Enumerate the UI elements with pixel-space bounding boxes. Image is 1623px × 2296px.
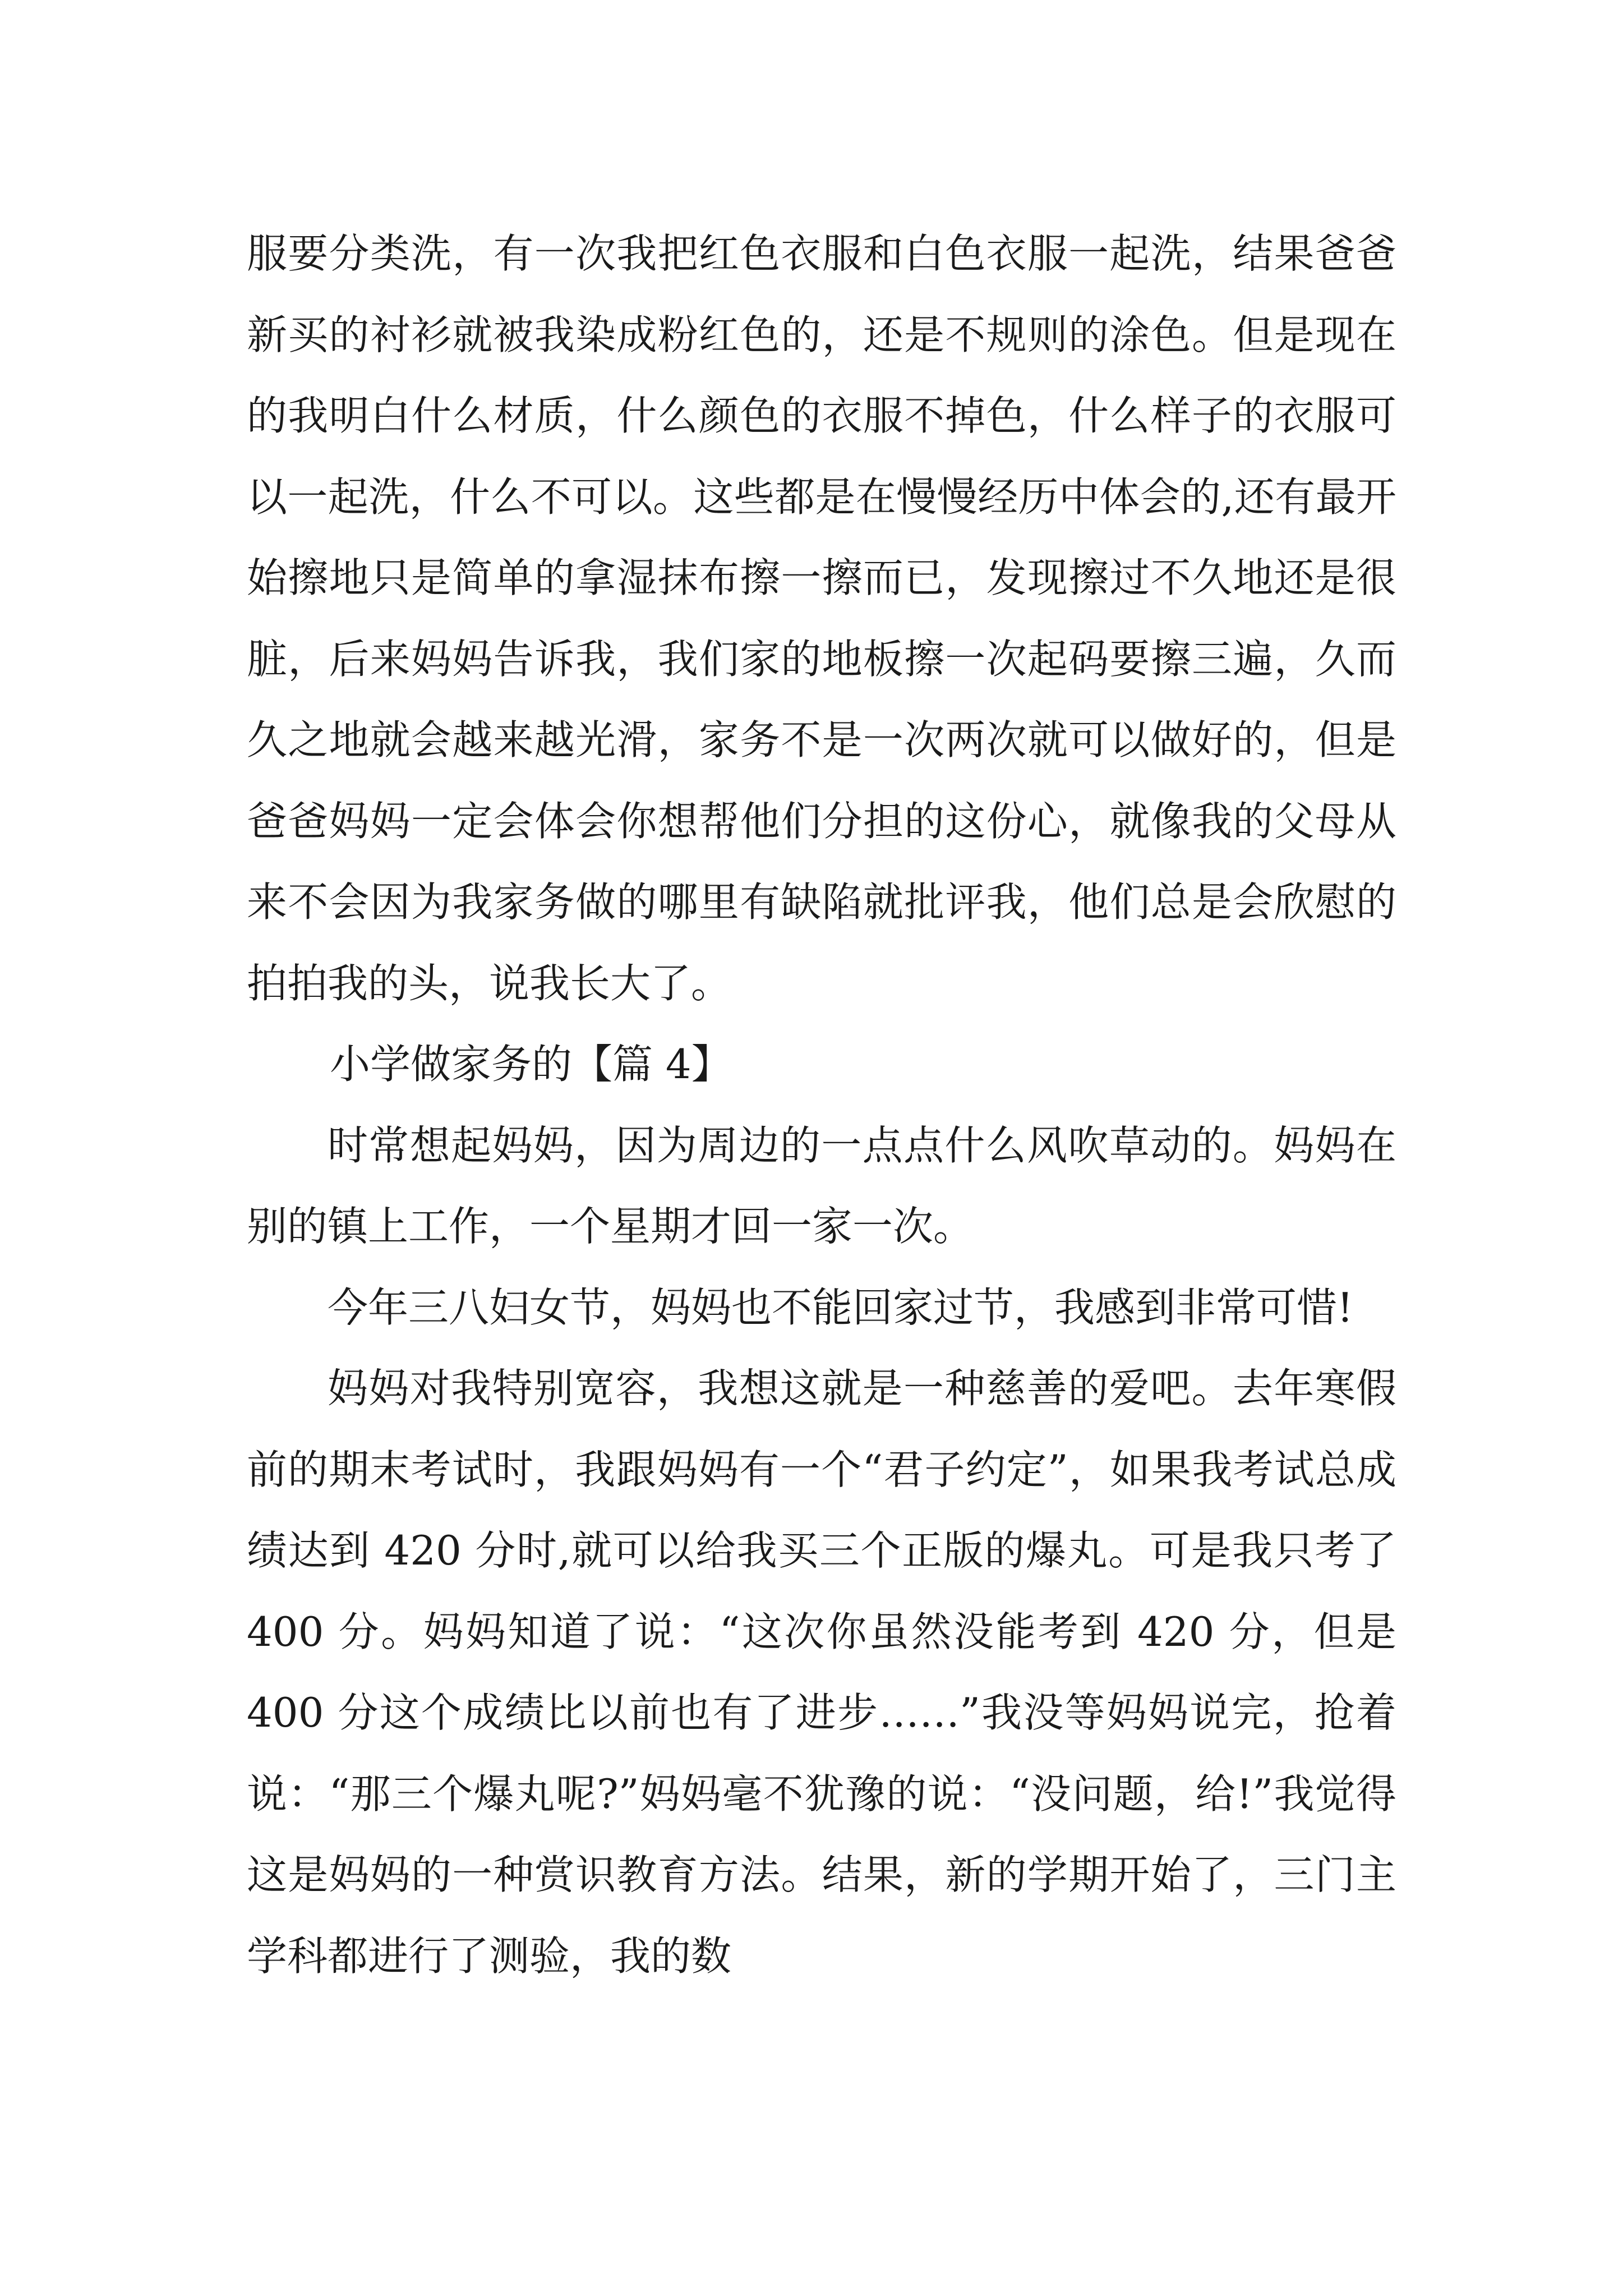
document-body xyxy=(247,213,1396,1996)
paragraph-exam-promise: 妈妈对我特别宽容，我想这就是一种慈善的爱吧。去年寒假前的期末考试时，我跟妈妈有一个“君子约定”，如果我考试总成绩达到 420 分时,就可以给我买三个正版的爆丸。可是我只考了 400 分。妈妈知道了说：“这次你虽然没能考到 420 分，但是 400 分这个成绩比以前也有了进步……”我没等妈妈说完，抢着说：“那三个爆丸呢?”妈妈毫不犹豫的说：“没问题，给!”我觉得这是妈妈的一种赏识教育方法。结果，新的学期开始了，三门主学科都进行了测验，我的数 xyxy=(247,1365,1396,1980)
paragraph-mother-work: 时常想起妈妈，因为周边的一点点什么风吹草动的。妈妈在别的镇上工作，一个星期才回一家一次。 xyxy=(247,1121,1396,1250)
paragraph-womens-day: 今年三八妇女节，妈妈也不能回家过节，我感到非常可惜! xyxy=(328,1283,1353,1331)
paragraph-continued: 服要分类洗，有一次我把红色衣服和白色衣服一起洗，结果爸爸新买的衬衫就被我染成粉红色的，还是不规则的涂色。但是现在的我明白什么材质，什么颜色的衣服不掉色，什么样子的衣服可以一起洗，什么不可以。这些都是在慢慢经历中体会的,还有最开始擦地只是简单的拿湿抹布擦一擦而已，发现擦过不久地还是很脏，后来妈妈告诉我，我们家的地板擦一次起码要擦三遍，久而久之地就会越来越光滑，家务不是一次两次就可以做好的，但是爸爸妈妈一定会体会你想帮他们分担的这份心，就像我的父母从来不会因为我家务做的哪里有缺陷就批评我，他们总是会欣慰的拍拍我的头，说我长大了。 xyxy=(247,230,1396,1007)
section-heading: 小学做家务的【篇 4】 xyxy=(330,1041,732,1088)
